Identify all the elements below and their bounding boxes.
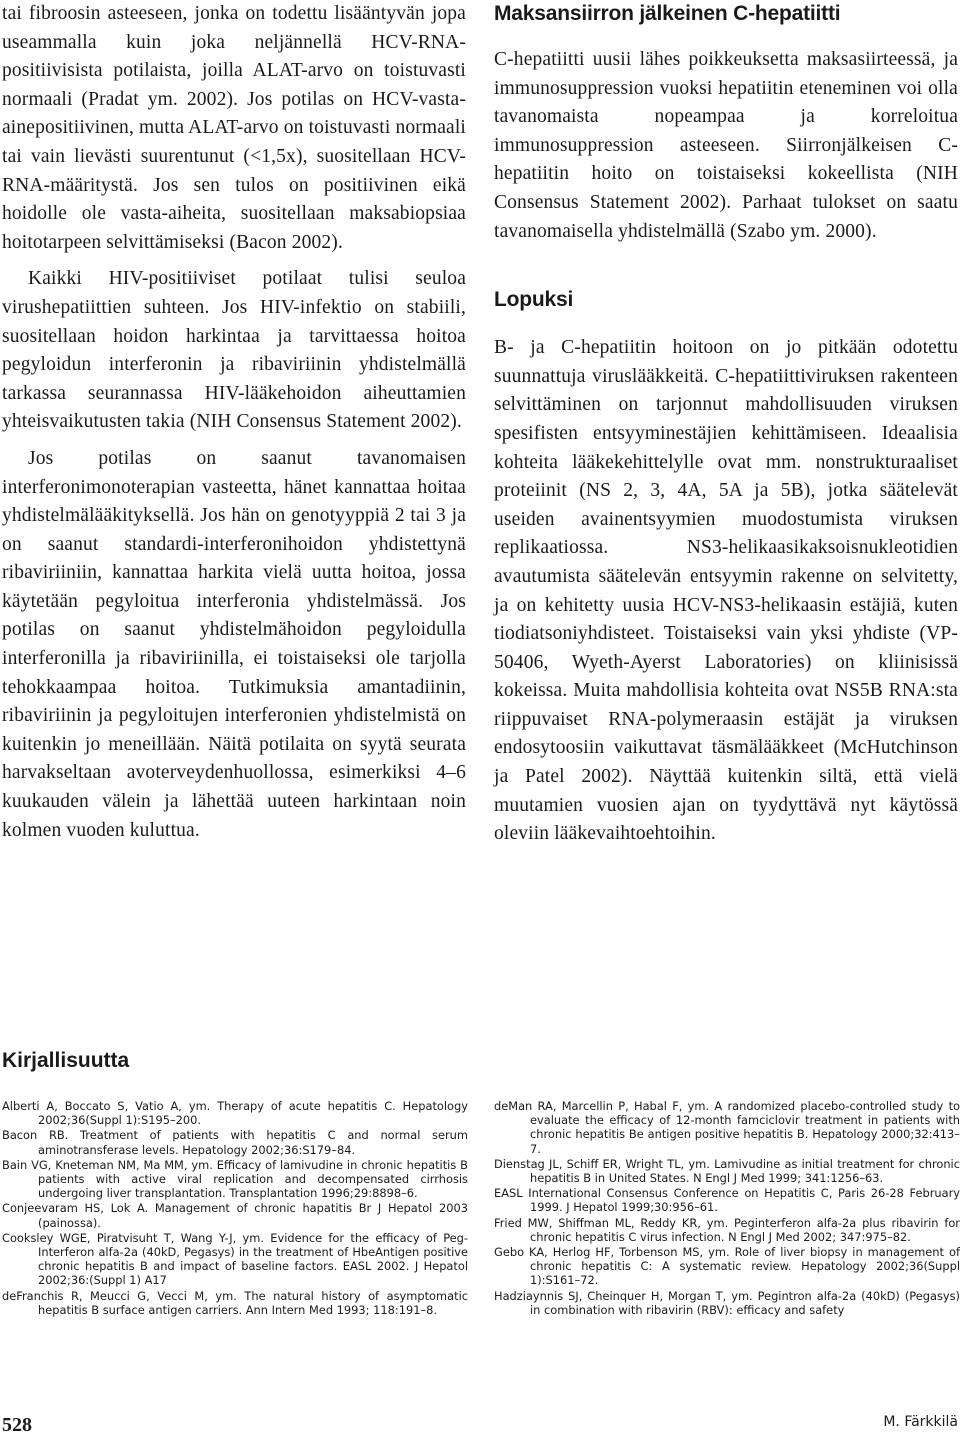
left-column xyxy=(2,0,466,845)
page-number: 528 xyxy=(2,1414,32,1436)
body-paragraph: B- ja C-hepatiitin hoitoon on jo pitkään odotettu suunnattuja viruslääkkeitä. C-hepatiittiviruksen rakenteen selvittäminen on tarjonnut mahdollisuuden viruksen spesifisten entsyyminestäjien kehittämiseen. Ideaalisia kohteita lääkekehittelylle ovat mm. nonstrukturaaliset proteiinit (NS 2, 3, 4A, 5A ja 5B), jotka säätelevät useiden avainentsyymien muodostumista viruksen replikaatiossa. NS3-helikaasikaksoisnukleotidien avautumista säätelevän entsyymin rakenne on selvitetty, ja on kehitetty uusia HCV-NS3-helikaasin estäjiä, kuten tiodiatsoniyhdisteet. Toistaiseksi vain yksi yhdiste (VP-50406, Wyeth-Ayerst Laboratories) on kliinisissä kokeissa. Muita mahdollisia kohteita ovat NS5B RNA:sta riippuvaiset RNA-polymeraasin estäjät ja viruksen endosytoosiin vaikuttavat täsmälääkkeet (McHutchinson ja Patel 2002). Näyttää kuitenkin siltä, että vielä muutamien vuosien ajan on tyydyttävä nyt käytössä oleviin lääkevaihtoehtoihin. xyxy=(494,337,958,845)
references-left-column xyxy=(2,1099,468,1317)
body-paragraph: Jos potilas on saanut tavanomaisen interferonimonoterapian vasteetta, hänet kannattaa hoitaa yhdistelmälääkityksellä. Jos hän on genotyyppiä 2 tai 3 ja on saanut standardi-interferonihoidon yhdistettynä ribaviriiniin, kannattaa harkita vielä uutta hoitoa, jossa käytetään pegyloitua interferonia yhdistelmässä. Jos potilas on saanut yhdistelmähoidon pegyloidulla interferonilla ja ribaviriinilla, ei toistaiseksi ole tarjolla tehokkaampaa hoitoa. Tutkimuksia amantadiinin, ribaviriinin ja pegyloitujen interferonien yhdistelmistä on kuitenkin jo meneillään. Näitä potilaita on syytä seurata harvakseltaan avoterveydenhuollossa, esimerkiksi 4–6 kuukauden välein ja lähettää uuteen harkintaan noin kolmen vuoden kuluttua. xyxy=(2,447,466,841)
reference-entry: Alberti A, Boccato S, Vatio A, ym. Therapy of acute hepatitis C. Hepatology 2002;36(Suppl 1):S195–200. xyxy=(2,1099,468,1128)
reference-entry: deFranchis R, Meucci G, Vecci M, ym. The natural history of asymptomatic hepatitis B surface antigen carriers. Ann Intern Med 1993; 118:191–8. xyxy=(2,1288,468,1317)
body-paragraph: tai fibroosin asteeseen, jonka on todettu lisääntyvän jopa useammalla kuin joka neljännellä HCV-RNA-positiivisista potilaista, joilla ALAT-arvo on toistuvasti normaali (Pradat ym. 2002). Jos potilas on HCV-vasta-ainepositiivinen, mutta ALAT-arvo on toistuvasti normaali tai vain lievästi suurentunut (<1,5x), suositellaan HCV-RNA-määritystä. Jos sen tulos on positiivinen eikä hoidolle ole vasta-aiheita, suositellaan maksabiopsiaa hoitotarpeen selvittämiseksi (Bacon 2002). xyxy=(2,3,466,253)
references-heading: Kirjallisuutta xyxy=(2,1049,130,1072)
reference-entry: Gebo KA, Herlog HF, Torbenson MS, ym. Role of liver biopsy in management of chronic hepatitis C: A systematic review. Hepatology 2002;36(Suppl 1):S161–72. xyxy=(494,1245,960,1288)
reference-entry: Conjeevaram HS, Lok A. Management of chronic hapatitis Br J Hepatol 2003 (painossa). xyxy=(2,1201,468,1230)
footer-author: M. Färkkilä xyxy=(883,1414,958,1430)
reference-entry: Cooksley WGE, Piratvisuht T, Wang Y-J, ym. Evidence for the efficacy of Peg-Interferon alfa-2a (40kD, Pegasys) in the treatment of HbeAntigen positive chronic hepatitis B and impact of baseline factors. EASL 2002. J Hepatol 2002;36:(Suppl 1) A17 xyxy=(2,1230,468,1288)
reference-entry: Bacon RB. Treatment of patients with hepatitis C and normal serum aminotransferase levels. Hepatology 2002;36:S179–84. xyxy=(2,1128,468,1157)
reference-entry: Dienstag JL, Schiff ER, Wright TL, ym. Lamivudine as initial treatment for chronic hepatitis B in United States. N Engl J Med 1999; 341:1256–63. xyxy=(494,1156,960,1186)
section-heading: Maksansiirron jälkeinen C-hepatiitti xyxy=(494,2,841,25)
reference-entry: Bain VG, Kneteman NM, Ma MM, ym. Efficacy of lamivudine in chronic hepatitis B patients with active viral replication and decompensated cirrhosis undergoing liver transplantation. Transplantation 1996;29:8898–6. xyxy=(2,1157,468,1201)
reference-entry: deMan RA, Marcellin P, Habal F, ym. A randomized placebo-controlled study to evaluate the efficacy of 12-month famciclovir treatment in patients with chronic hepatitis Be antigen positive hepatitis B. Hepatology 2000;32:413–7. xyxy=(494,1099,960,1156)
body-paragraph: C-hepatiitti uusii lähes poikkeuksetta maksasiirteessä, ja immunosuppression vuoksi hepatiitin eteneminen voi olla tavanomaista nopeampaa ja korreloitua immunosuppression asteeseen. Siirronjälkeisen C-hepatiitin hoito on toistaiseksi kokeellista (NIH Consensus Statement 2002). Parhaat tulokset on saatu tavanomaisella yhdistelmällä (Szabo ym. 2000). xyxy=(494,49,958,242)
references-right-column xyxy=(494,1099,960,1317)
right-column xyxy=(494,0,958,849)
reference-entry: Hadziaynnis SJ, Cheinquer H, Morgan T, ym. Pegintron alfa-2a (40kD) (Pegasys) in combination with ribavirin (RBV): efficacy and safety xyxy=(494,1288,960,1317)
reference-entry: EASL International Consensus Conference on Hepatitis C, Paris 26-28 February 1999. J Hepatol 1999;30:956–61. xyxy=(494,1186,960,1215)
section-heading: Lopuksi xyxy=(494,288,574,312)
reference-entry: Fried MW, Shiffman ML, Reddy KR, ym. Peginterferon alfa-2a plus ribavirin for chronic hepatitis C virus infection. N Engl J Med 2002; 347:975–82. xyxy=(494,1215,960,1244)
body-paragraph: Kaikki HIV-positiiviset potilaat tulisi seuloa virushepatiittien suhteen. Jos HIV-infektio on stabiili, suositellaan hoidon harkintaa ja tarvittaessa hoitoa pegyloidun interferonin ja ribaviriinin yhdistelmällä tarkassa seurannassa HIV-lääkehoidon aiheuttamien yhteisvaikutusten takia (NIH Consensus Statement 2002). xyxy=(2,268,466,433)
